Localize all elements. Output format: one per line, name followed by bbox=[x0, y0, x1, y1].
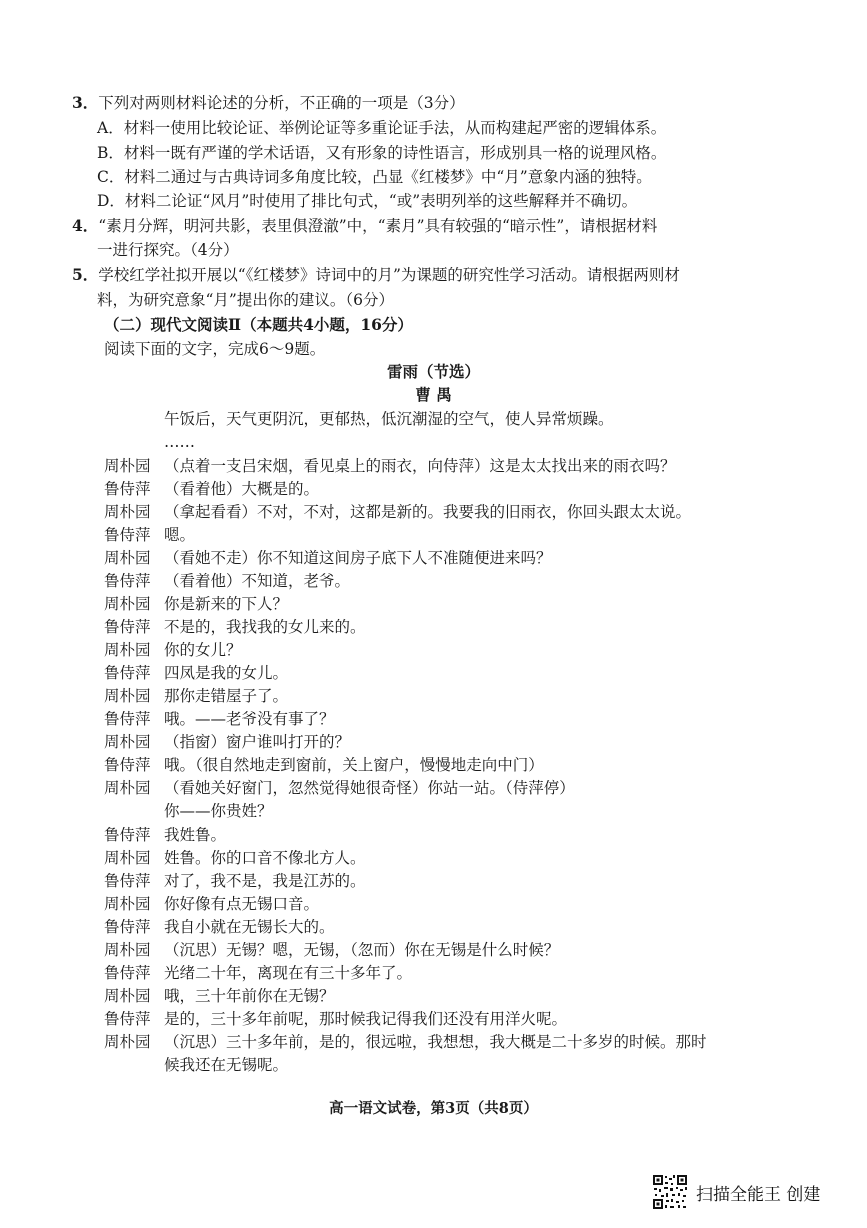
speaker: 周朴园 bbox=[104, 895, 151, 913]
speaker: 周朴园 bbox=[104, 687, 151, 705]
speaker: 鲁侍萍 bbox=[104, 756, 151, 774]
question-text: “素月分辉，明河共影，表里俱澄澈”中，“素月”具有较强的“暗示性”，请根据材料 bbox=[98, 217, 658, 235]
passage-author: 曹 禺 bbox=[415, 385, 452, 404]
question-number: 4． bbox=[72, 216, 99, 235]
utterance: （拿起看看）不对，不对，这都是新的。我要我的旧雨衣，你回头跟太太说。 bbox=[164, 503, 692, 521]
utterance: 四凤是我的女儿。 bbox=[164, 664, 289, 682]
utterance: （沉思）三十多年前，是的，很远啦，我想想，我大概是二十多岁的时候。那时 bbox=[164, 1033, 707, 1051]
question-3 bbox=[72, 92, 465, 114]
speaker: 周朴园 bbox=[104, 849, 151, 867]
utterance: 我姓鲁。 bbox=[164, 826, 227, 844]
utterance: 你的女儿？ bbox=[164, 641, 242, 659]
speaker: 鲁侍萍 bbox=[104, 872, 151, 890]
speaker: 鲁侍萍 bbox=[104, 1010, 151, 1028]
scanner-watermark bbox=[652, 1172, 852, 1212]
speaker: 鲁侍萍 bbox=[104, 664, 151, 682]
question-4 bbox=[72, 215, 657, 237]
section-heading: （二）现代文阅读Ⅱ（本题共4小题，16分） bbox=[104, 315, 413, 334]
question-number: 3． bbox=[72, 93, 99, 112]
speaker: 周朴园 bbox=[104, 987, 151, 1005]
utterance: 那你走错屋子了。 bbox=[164, 687, 289, 705]
option-b: B．材料一既有严谨的学术话语，又有形象的诗性语言，形成别具一格的说理风格。 bbox=[97, 144, 667, 162]
utterance: 对了，我不是，我是江苏的。 bbox=[164, 872, 366, 890]
option-c: C．材料二通过与古典诗词多角度比较，凸显《红楼梦》中“月”意象内涵的独特。 bbox=[97, 168, 652, 186]
utterance: 哦。——老爷没有事了？ bbox=[164, 710, 335, 728]
utterance: （指窗）窗户谁叫打开的？ bbox=[164, 733, 351, 751]
utterance: （看着他）不知道，老爷。 bbox=[164, 572, 351, 590]
option-d: D．材料二论证“风月”时使用了排比句式，“或”表明列举的这些解释并不确切。 bbox=[97, 192, 638, 210]
utterance: 嗯。 bbox=[164, 526, 196, 544]
question-5 bbox=[72, 264, 680, 286]
utterance: 是的，三十多年前呢，那时候我记得我们还没有用洋火呢。 bbox=[164, 1010, 568, 1028]
speaker: 鲁侍萍 bbox=[104, 918, 151, 936]
question-5-continuation: 料，为研究意象“月”提出你的建议。（6分） bbox=[97, 291, 394, 309]
speaker: 周朴园 bbox=[104, 457, 151, 475]
page-footer: 高一语文试卷，第3页（共8页） bbox=[329, 1100, 538, 1117]
utterance: 哦，三十年前你在无锡？ bbox=[164, 987, 335, 1005]
passage-title: 雷雨（节选） bbox=[386, 362, 480, 381]
utterance-continuation: 候我还在无锡呢。 bbox=[164, 1056, 289, 1074]
option-a: A．材料一使用比较论证、举例论证等多重论证手法，从而构建起严密的逻辑体系。 bbox=[97, 119, 667, 137]
speaker: 鲁侍萍 bbox=[104, 964, 151, 982]
speaker: 周朴园 bbox=[104, 779, 151, 797]
utterance: 你是新来的下人？ bbox=[164, 595, 289, 613]
speaker: 鲁侍萍 bbox=[104, 826, 151, 844]
speaker: 周朴园 bbox=[104, 641, 151, 659]
utterance-continuation: 你——你贵姓？ bbox=[164, 802, 273, 820]
speaker: 鲁侍萍 bbox=[104, 618, 151, 636]
utterance: 姓鲁。你的口音不像北方人。 bbox=[164, 849, 366, 867]
speaker: 周朴园 bbox=[104, 595, 151, 613]
utterance: （看着他）大概是的。 bbox=[164, 480, 320, 498]
speaker: 周朴园 bbox=[104, 503, 151, 521]
watermark-text: 扫描全能王 创建 bbox=[696, 1185, 821, 1205]
ellipsis: …… bbox=[164, 433, 195, 451]
utterance: 哦。（很自然地走到窗前，关上窗户，慢慢地走向中门） bbox=[164, 756, 544, 774]
qr-code-icon bbox=[652, 1174, 688, 1210]
question-number: 5． bbox=[72, 265, 99, 284]
utterance: （点着一支吕宋烟，看见桌上的雨衣，向侍萍）这是太太找出来的雨衣吗？ bbox=[164, 457, 676, 475]
section-instruction: 阅读下面的文字，完成6～9题。 bbox=[104, 340, 326, 358]
utterance: 不是的，我找我的女儿来的。 bbox=[164, 618, 366, 636]
stage-direction: 午饭后，天气更阴沉，更郁热，低沉潮湿的空气，使人异常烦躁。 bbox=[164, 410, 614, 428]
speaker: 鲁侍萍 bbox=[104, 526, 151, 544]
speaker: 周朴园 bbox=[104, 941, 151, 959]
utterance: （看她不走）你不知道这间房子底下人不准随便进来吗？ bbox=[164, 549, 552, 567]
speaker: 周朴园 bbox=[104, 549, 151, 567]
speaker: 周朴园 bbox=[104, 733, 151, 751]
question-text: 下列对两则材料论述的分析，不正确的一项是（3分） bbox=[98, 94, 465, 112]
question-text: 学校红学社拟开展以“《红楼梦》诗词中的月”为课题的研究性学习活动。请根据两则材 bbox=[98, 266, 680, 284]
speaker: 鲁侍萍 bbox=[104, 572, 151, 590]
utterance: 你好像有点无锡口音。 bbox=[164, 895, 320, 913]
speaker: 鲁侍萍 bbox=[104, 710, 151, 728]
utterance: 光绪二十年，离现在有三十多年了。 bbox=[164, 964, 413, 982]
utterance: （看她关好窗门，忽然觉得她很奇怪）你站一站。（侍萍停） bbox=[164, 779, 575, 797]
question-4-continuation: 一进行探究。（4分） bbox=[97, 241, 239, 259]
speaker: 周朴园 bbox=[104, 1033, 151, 1051]
utterance: 我自小就在无锡长大的。 bbox=[164, 918, 335, 936]
utterance: （沉思）无锡？嗯，无锡，（忽而）你在无锡是什么时候？ bbox=[164, 941, 560, 959]
speaker: 鲁侍萍 bbox=[104, 480, 151, 498]
